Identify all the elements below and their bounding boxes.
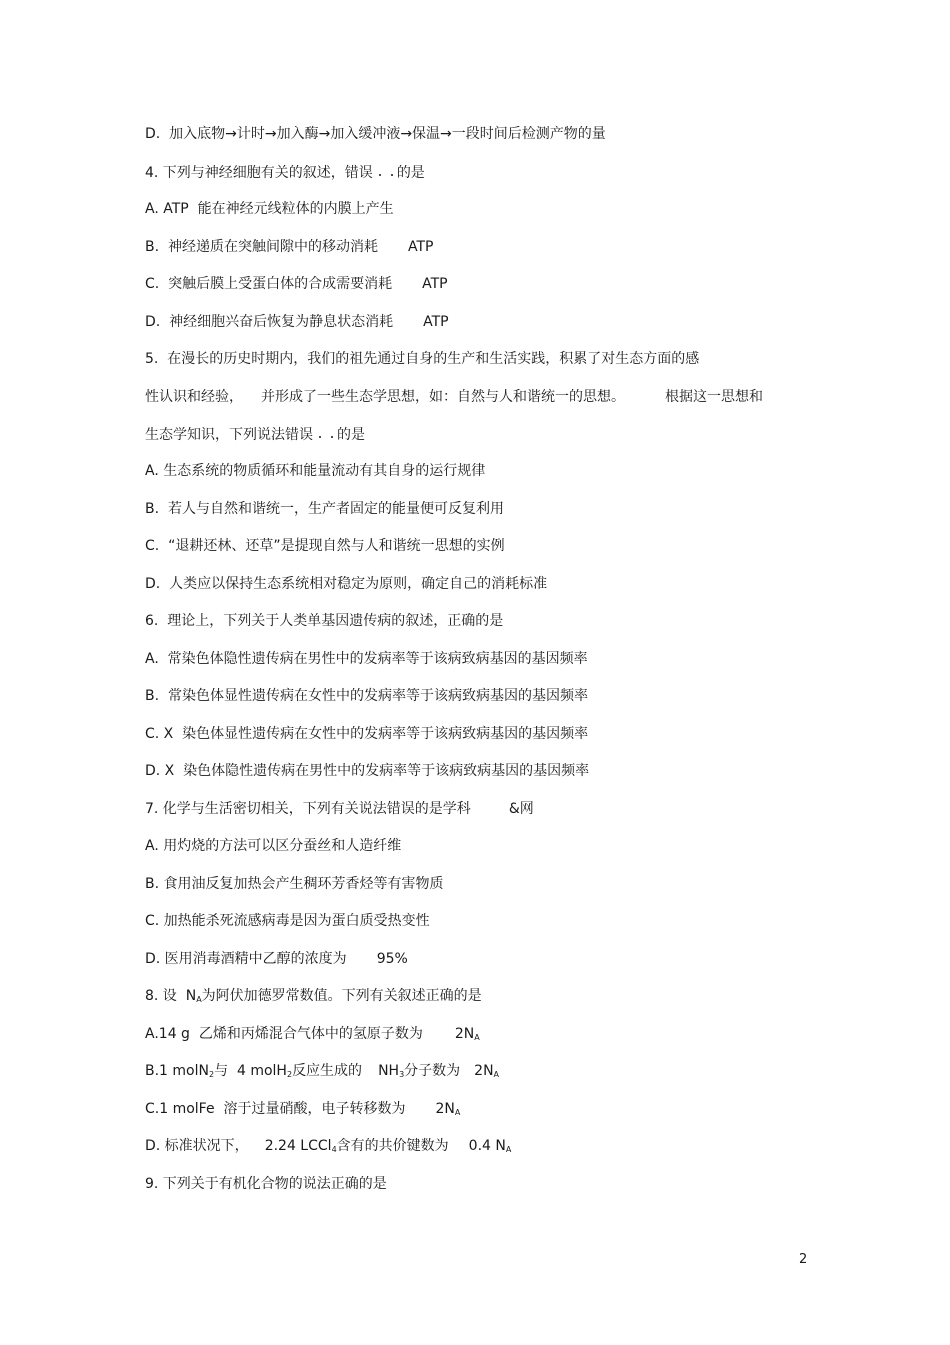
- option-8d: D. 标准状况下， 2.24 LCCl$_4$含有的共价键数为 0.4 $N_A$: [145, 1138, 512, 1154]
- option-7c: C. 加热能杀死流感病毒是因为蛋白质受热变性: [145, 913, 430, 929]
- question-5-stem-line2: 性认识和经验， 并形成了一些生态学思想，如：自然与人和谐统一的思想。 根据这一思想和: [145, 389, 763, 405]
- option-4d: D. 神经细胞兴奋后恢复为静息状态消耗 ATP: [145, 314, 449, 330]
- emphasis-dots: [373, 157, 397, 177]
- option-4a: A. ATP 能在神经元线粒体的内膜上产生: [145, 201, 394, 217]
- option-6b: B. 常染色体显性遗传病在女性中的发病率等于该病致病基因的基因频率: [145, 688, 588, 704]
- option-3d: D. 加入底物→计时→加入酶→加入缓冲液→保温→一段时间后检测产物的量: [145, 126, 606, 142]
- option-6c: C. X 染色体显性遗传病在女性中的发病率等于该病致病基因的基因频率: [145, 726, 589, 742]
- option-8a: A.14 g 乙烯和丙烯混合气体中的氢原子数为 $2N_A$: [145, 1026, 480, 1042]
- question-6-stem: 6. 理论上，下列关于人类单基因遗传病的叙述，正确的是: [145, 613, 504, 629]
- option-6a: A. 常染色体隐性遗传病在男性中的发病率等于该病致病基因的基因频率: [145, 651, 588, 667]
- option-4b: B. 神经递质在突触间隙中的移动消耗 ATP: [145, 239, 434, 255]
- question-5-stem-line1: 5. 在漫长的历史时期内，我们的祖先通过自身的生产和生活实践，积累了对生态方面的感: [145, 351, 700, 367]
- question-4-stem: 4. 下列与神经细胞有关的叙述，错误 的是: [145, 157, 425, 183]
- option-4c: C. 突触后膜上受蛋白体的合成需要消耗 ATP: [145, 276, 448, 292]
- option-5b: B. 若人与自然和谐统一，生产者固定的能量便可反复利用: [145, 501, 504, 517]
- option-8c: C.1 molFe 溶于过量硝酸，电子转移数为 $2N_A$: [145, 1101, 461, 1117]
- option-8b: B.1 molN$_2$与 4 molH$_2$反应生成的 $NH_3$分子数为 $2N_A$: [145, 1063, 500, 1079]
- question-7-stem: 7. 化学与生活密切相关，下列有关说法错误的是学科 &网: [145, 801, 534, 817]
- option-6d: D. X 染色体隐性遗传病在男性中的发病率等于该病致病基因的基因频率: [145, 763, 590, 779]
- option-7a: A. 用灼烧的方法可以区分蚕丝和人造纤维: [145, 838, 402, 854]
- option-7b: B. 食用油反复加热会产生稠环芳香烃等有害物质: [145, 876, 444, 892]
- question-8-stem: 8. 设 $N_A$为阿伏加德罗常数值。下列有关叙述正确的是: [145, 988, 482, 1004]
- question-5-stem-line3: 生态学知识，下列说法错误 的是: [145, 419, 365, 445]
- emphasis-dots: [313, 419, 337, 439]
- option-5c: C. “退耕还林、还草”是提现自然与人和谐统一思想的实例: [145, 538, 505, 554]
- question-9-stem: 9. 下列关于有机化合物的说法正确的是: [145, 1176, 387, 1192]
- option-5a: A. 生态系统的物质循环和能量流动有其自身的运行规律: [145, 463, 486, 479]
- option-7d: D. 医用消毒酒精中乙醇的浓度为 95%: [145, 951, 408, 967]
- page-number: 2: [799, 1252, 808, 1267]
- option-5d: D. 人类应以保持生态系统相对稳定为原则，确定自己的消耗标准: [145, 576, 548, 592]
